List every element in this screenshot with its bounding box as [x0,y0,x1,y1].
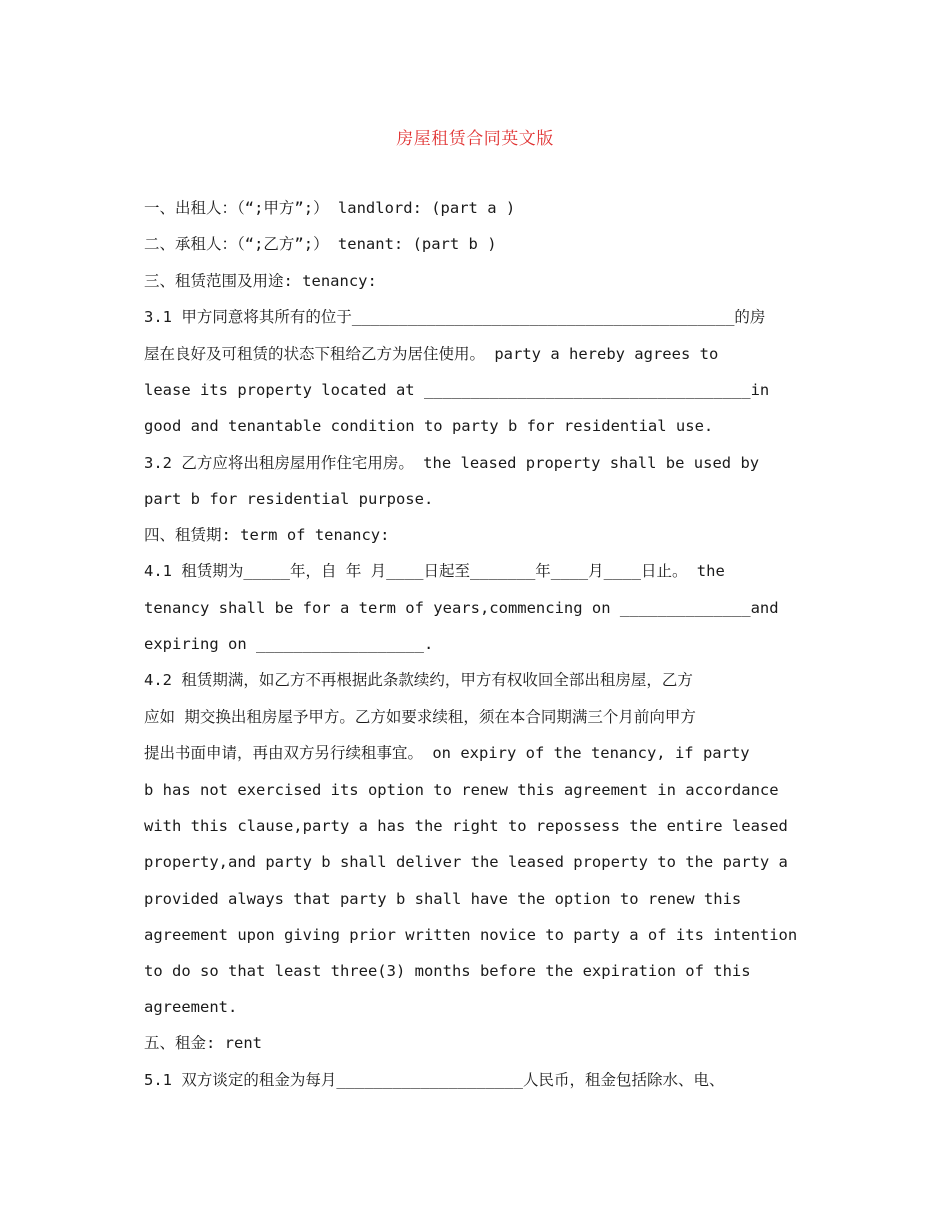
text-line-16: 提出书面申请，再由双方另行续租事宜。 on expiry of the tenancy, if party [144,744,750,762]
text-line-13: expiring on __________________. [144,635,434,653]
text-line-5: 屋在良好及可租赁的状态下租给乙方为居住使用。 party a hereby agrees to [144,345,719,363]
text-line-21: agreement upon giving prior written novice to party a of its intention [144,926,798,944]
text-line-20: provided always that party b shall have the option to renew this [144,890,742,908]
text-line-6: lease its property located at ___________________________________in [144,381,770,399]
text-line-3: 三、租赁范围及用途: tenancy: [144,272,377,290]
text-line-22: to do so that least three(3) months before the expiration of this [144,962,751,980]
text-line-2: 二、承租人：（“;乙方”;） tenant: (part b ) [144,235,497,253]
text-line-12: tenancy shall be for a term of years,commencing on ______________and [144,599,779,617]
text-line-19: property,and party b shall deliver the leased property to the party a [144,853,788,871]
text-line-7: good and tenantable condition to party b for residential use. [144,417,714,435]
text-line-8: 3.2 乙方应将出租房屋用作住宅用房。 the leased property shall be used by [144,454,760,472]
text-line-1: 一、出租人：（“;甲方”;） landlord: (part a ) [144,199,516,217]
text-line-10: 四、租赁期: term of tenancy: [144,526,390,544]
document-title: 房屋租赁合同英文版 [396,129,554,149]
text-line-24: 五、租金: rent [144,1034,262,1052]
text-line-23: agreement. [144,998,238,1016]
text-line-25: 5.1 双方谈定的租金为每月____________________人民币，租金包括除水、电、 [144,1071,725,1089]
text-line-14: 4.2 租赁期满，如乙方不再根据此条款续约，甲方有权收回全部出租房屋，乙方 [144,671,693,689]
text-line-17: b has not exercised its option to renew this agreement in accordance [144,781,779,799]
text-line-15: 应如 期交换出租房屋予甲方。乙方如要求续租，须在本合同期满三个月前向甲方 [144,708,696,726]
text-line-11: 4.1 租赁期为_____年，自 年 月____日起至_______年____月____日止。 the [144,562,725,580]
text-line-18: with this clause,party a has the right to repossess the entire leased [144,817,788,835]
text-line-4: 3.1 甲方同意将其所有的位于_________________________________________的房 [144,308,766,326]
text-line-9: part b for residential purpose. [144,490,434,508]
